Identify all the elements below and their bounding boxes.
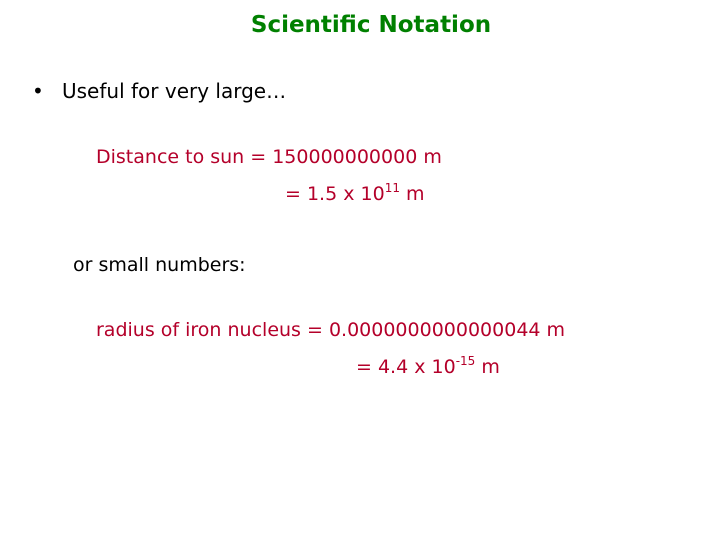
iron-radius-label: radius of iron nucleus =	[96, 319, 329, 341]
bullet-icon: •	[32, 79, 44, 103]
sun-distance-label: Distance to sun =	[96, 146, 273, 168]
sun-mantissa: 1.5 x 10	[306, 183, 385, 205]
small-numbers-intro: or small numbers:	[73, 254, 246, 276]
iron-radius-scientific-line	[356, 356, 500, 378]
bullet-useful-large	[32, 79, 286, 103]
iron-radius-value: 0.0000000000000044 m	[328, 319, 566, 341]
iron-radius-line	[96, 319, 565, 341]
sun-exponent: 11	[384, 181, 400, 195]
iron-equals-sign: =	[356, 356, 378, 378]
sun-unit: m	[399, 183, 425, 205]
iron-mantissa: 4.4 x 10	[377, 356, 456, 378]
slide-title: Scientific Notation	[250, 12, 492, 38]
sun-distance-value: 150000000000 m	[272, 146, 442, 168]
bullet-text: Useful for very large…	[62, 79, 287, 103]
iron-unit: m	[475, 356, 500, 378]
iron-exponent: -15	[455, 354, 476, 368]
sun-distance-scientific-line	[285, 183, 425, 205]
sun-equals-sign: =	[285, 183, 307, 205]
sun-distance-line	[96, 146, 442, 168]
